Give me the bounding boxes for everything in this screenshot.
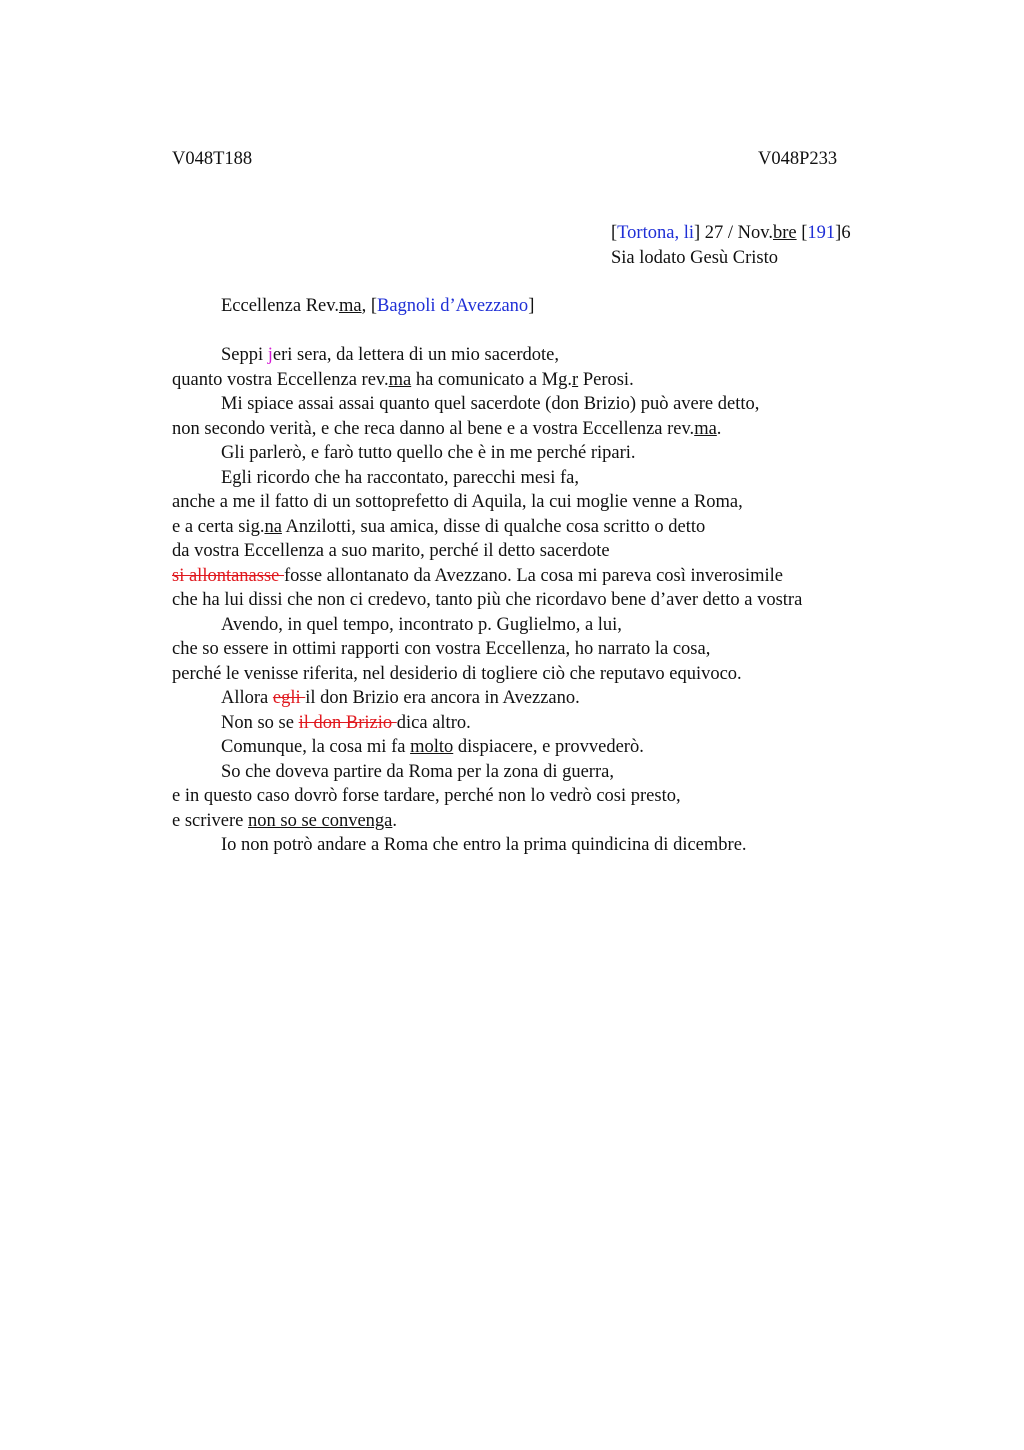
salutation-text: Eccellenza Rev. — [221, 296, 339, 316]
body-line: e in questo caso dovrò forse tardare, perché non lo vedrò cosi presto, — [172, 786, 681, 806]
underlined-text: non so se convenga — [248, 810, 393, 831]
text: Seppi — [221, 345, 268, 365]
text: il don Brizio era ancora in Avezzano. — [305, 688, 580, 708]
body-line — [172, 515, 932, 540]
bracket: [ — [801, 223, 808, 243]
text: e a certa sig. — [172, 516, 265, 537]
body-line — [172, 735, 932, 760]
superscript-abbrev: ma — [388, 369, 412, 390]
text: non secondo verità, e che reca danno al bene e a vostra Eccellenza rev. — [172, 418, 695, 439]
body-line — [172, 711, 932, 736]
deleted-text: egli — [272, 688, 306, 708]
text: dispiacere, e provvederò. — [453, 737, 644, 757]
text: eri sera, da lettera di un mio sacerdote, — [272, 345, 560, 365]
letter-body — [172, 343, 932, 858]
date-line — [611, 221, 851, 246]
salutation — [221, 294, 534, 319]
year-insert: 191 — [807, 223, 836, 243]
text: e scrivere — [172, 810, 249, 831]
bracket: ] — [835, 223, 842, 243]
date-block — [611, 221, 851, 270]
underlined-text: molto — [410, 737, 454, 757]
document-code-left: V048T188 — [172, 149, 253, 169]
body-line: anche a me il fatto di un sottoprefetto di Aquila, la cui moglie venne a Roma, — [172, 492, 743, 512]
text: Anzilotti, sua amica, disse di qualche cosa scritto o detto — [281, 516, 706, 537]
body-line: che so essere in ottimi rapporti con vostra Eccellenza, ho narrato la cosa, — [172, 639, 711, 659]
body-line — [172, 686, 932, 711]
text: quanto vostra Eccellenza rev. — [172, 369, 389, 390]
document-code-right: V048P233 — [758, 149, 838, 169]
body-line — [172, 564, 932, 589]
deleted-text: il don Brizio — [298, 712, 397, 733]
salutation-superscript: ma — [338, 296, 362, 316]
text: . — [716, 418, 722, 439]
blessing-line: Sia lodato Gesù Cristo — [611, 247, 779, 268]
bracket: [ — [370, 296, 377, 316]
text: ha comunicato a Mg. — [411, 369, 573, 390]
body-line — [172, 417, 932, 442]
text: Comunque, la cosa mi fa — [221, 737, 411, 757]
body-line — [172, 343, 932, 368]
superscript-abbrev: ma — [694, 418, 717, 439]
date-text: 27 / Nov. — [700, 223, 773, 243]
body-line: che ha lui dissi che non ci credevo, tanto più che ricordavo bene d’aver detto a vostra — [172, 590, 803, 610]
body-line: Avendo, in quel tempo, incontrato p. Guglielmo, a lui, — [221, 614, 622, 635]
bracket: ] — [693, 223, 701, 243]
recipient-place-insert: Bagnoli d’Avezzano — [376, 296, 529, 316]
body-line: da vostra Eccellenza a suo marito, perché il detto sacerdote — [172, 541, 610, 561]
comma: , — [361, 296, 371, 316]
month-superscript: bre — [772, 223, 797, 243]
text: fosse allontanato da Avezzano. La cosa mi pareva così inverosimile — [284, 565, 783, 586]
body-line — [172, 368, 932, 393]
text: Allora — [221, 688, 273, 708]
body-line: Egli ricordo che ha raccontato, parecchi mesi fa, — [221, 467, 580, 488]
bracket: ] — [528, 296, 535, 316]
text: dica altro. — [396, 712, 471, 733]
deleted-text: si allontanasse — [172, 565, 285, 586]
body-line: Io non potrò andare a Roma che entro la prima quindicina di dicembre. — [221, 835, 747, 855]
text: . — [392, 810, 398, 831]
superscript-abbrev: na — [264, 516, 282, 537]
body-line: So che doveva partire da Roma per la zona di guerra, — [221, 761, 614, 782]
body-line: perché le venisse riferita, nel desiderio di togliere ciò che reputavo equivoco. — [172, 663, 742, 684]
place-insert: Tortona, li — [617, 223, 694, 243]
body-line — [172, 809, 932, 834]
text: Perosi. — [578, 369, 634, 390]
letter-correction: j — [267, 345, 273, 365]
superscript-abbrev: r — [572, 369, 579, 390]
body-line: Gli parlerò, e farò tutto quello che è in me perché ripari. — [221, 443, 636, 463]
text: Non so se — [221, 712, 299, 733]
year-digit: 6 — [841, 223, 851, 243]
body-line: Mi spiace assai assai quanto quel sacerdote (don Brizio) può avere detto, — [221, 394, 760, 414]
bracket: [ — [611, 223, 618, 243]
